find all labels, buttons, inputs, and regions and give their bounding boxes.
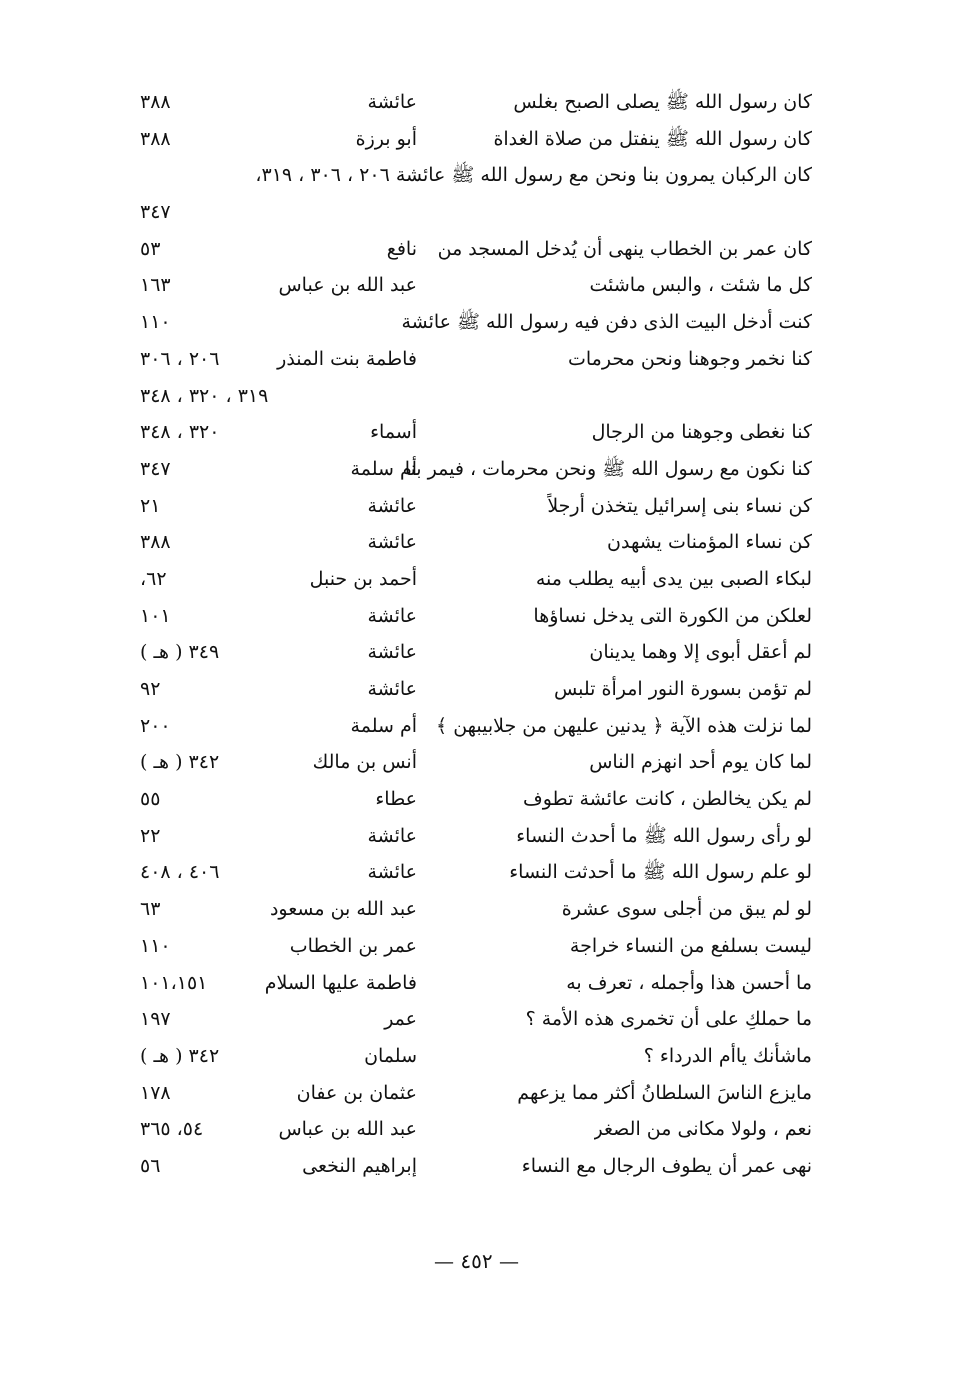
narrator: فاطمة عليها السلام bbox=[264, 971, 417, 994]
hadith-text: لم يكن يخالطن ، كانت عائشة تطوف bbox=[523, 788, 812, 811]
hadith-text: لم تؤمن بسورة النور امرأة تلبس bbox=[553, 678, 812, 700]
index-row bbox=[140, 341, 812, 378]
index-row bbox=[140, 561, 812, 598]
narrator: أبو برزة bbox=[355, 127, 417, 150]
page-refs: ٦٢، bbox=[140, 567, 167, 590]
narrator: عائشة bbox=[367, 641, 417, 664]
index-row bbox=[140, 267, 812, 304]
page-refs: ٢١ bbox=[140, 494, 161, 517]
hadith-text: لو رأى رسول الله ﷺ ما أحدث النساء bbox=[516, 824, 812, 847]
hadith-text: لو علم رسول الله ﷺ ما أحدثت النساء bbox=[509, 861, 812, 884]
index-row-continuation bbox=[140, 378, 812, 415]
hadith-text: كنت أدخل البيت الذى دفن فيه رسول الله ﷺ عائشة bbox=[401, 311, 812, 334]
page-refs: ٣٤٧ bbox=[140, 201, 171, 224]
narrator: عائشة bbox=[367, 531, 417, 554]
narrator: أحمد بن حنبل bbox=[309, 567, 417, 590]
narrator: نافع bbox=[386, 237, 417, 260]
page-refs: ٥٤، ٣٦٥ bbox=[140, 1118, 204, 1141]
index-row bbox=[140, 781, 812, 818]
hadith-text: لم أعقل أبوى إلا وهما يدينان bbox=[589, 641, 812, 664]
index-row bbox=[140, 304, 812, 341]
hadith-text: نهى عمر أن يطوف الرجال مع النساء bbox=[521, 1154, 812, 1177]
hadith-text: لما نزلت هذه الآية ﴿ يدنين عليهن من جلابيبهن ﴾ bbox=[436, 714, 812, 737]
index-row bbox=[140, 488, 812, 525]
index-row bbox=[140, 157, 812, 194]
hadith-text: كان عمر بن الخطاب ينهى أن يُدخل المسجد من bbox=[437, 237, 812, 260]
page-refs: ٣١٩ ، ٣٢٠ ، ٣٤٨ bbox=[140, 384, 269, 407]
index-row bbox=[140, 84, 812, 121]
page-refs: ٣٤٢ ( هـ ) bbox=[140, 1044, 220, 1067]
page-refs: ١٩٧ bbox=[140, 1008, 171, 1031]
hadith-text: لبكاء الصبى بين يدى أبيه يطلب منه bbox=[535, 567, 812, 590]
index-row bbox=[140, 634, 812, 671]
hadith-text: كان الركبان يمرون بنا ونحن مع رسول الله ﷺ عائشة ٢٠٦ ، ٣٠٦ ، ٣١٩، bbox=[255, 164, 812, 187]
hadith-text: لو لم يبق من أجلى سوى عشرة bbox=[561, 898, 812, 921]
index-row bbox=[140, 414, 812, 451]
page-refs: ١٧٨ bbox=[140, 1081, 171, 1104]
page-refs: ٣٤٢ ( هـ ) bbox=[140, 751, 220, 774]
hadith-text: ماشأنك ياأم الدرداء ؟ bbox=[643, 1044, 812, 1067]
hadith-text: كن نساء بنى إسرائيل يتخذن أرجلاً bbox=[547, 494, 812, 517]
index-row bbox=[140, 1001, 812, 1038]
index-row bbox=[140, 1075, 812, 1112]
page-refs: ١١٠ bbox=[140, 934, 171, 957]
index-row bbox=[140, 965, 812, 1002]
hadith-text: كان رسول الله ﷺ ينفتل من صلاة الغداة bbox=[493, 127, 812, 150]
page-refs: ٥٣ bbox=[140, 237, 161, 260]
page-refs: ٩٢ bbox=[140, 678, 161, 700]
hadith-text: نعم ، ولولا مكانى من الصغر bbox=[593, 1118, 812, 1141]
page-refs: ٣٨٨ bbox=[140, 531, 171, 554]
hadith-text: كنا نخمر وجوهنا ونحن محرمات bbox=[568, 347, 812, 370]
hadith-text: كن نساء المؤمنات يشهدن bbox=[607, 531, 812, 554]
page-refs: ١١٠ bbox=[140, 311, 171, 334]
page-refs: ٥٦ bbox=[140, 1154, 161, 1177]
narrator: عائشة bbox=[367, 91, 417, 113]
index-row bbox=[140, 671, 812, 708]
page-refs: ٢٢ bbox=[140, 824, 161, 847]
narrator: عمر bbox=[384, 1008, 417, 1031]
index-row bbox=[140, 818, 812, 855]
page-number: — ٤٥٢ — bbox=[434, 1249, 519, 1273]
narrator: عبد الله بن عباس bbox=[278, 274, 417, 297]
narrator: عائشة bbox=[367, 678, 417, 700]
hadith-text: كان رسول الله ﷺ يصلى الصبح بغلس bbox=[513, 91, 812, 113]
index-row bbox=[140, 1148, 812, 1185]
hadith-index-list bbox=[140, 84, 812, 1185]
narrator: عبد الله بن مسعود bbox=[269, 898, 417, 921]
narrator: عثمان بن عفان bbox=[296, 1081, 417, 1104]
narrator: عائشة bbox=[367, 861, 417, 884]
index-row-continuation bbox=[140, 194, 812, 231]
page-refs: ٣٢٠ ، ٣٤٨ bbox=[140, 421, 220, 444]
hadith-text: ما حملكِ على أن تخمرى هذه الأمة ؟ bbox=[525, 1008, 812, 1031]
narrator: إبراهيم النخعى bbox=[302, 1154, 417, 1177]
index-row bbox=[140, 854, 812, 891]
hadith-text: ما أحسن هذا وأجمله ، تعرف به bbox=[566, 971, 812, 994]
narrator: عائشة bbox=[367, 494, 417, 517]
page-refs: ٣٤٧ bbox=[140, 457, 171, 480]
index-row bbox=[140, 928, 812, 965]
narrator: أسماء bbox=[370, 421, 417, 444]
page-refs: ٢٠٦ ، ٣٠٦ bbox=[140, 347, 220, 370]
page-refs: ٣٨٨ bbox=[140, 127, 171, 150]
hadith-text: لما كان يوم أحد انهزم الناس bbox=[589, 751, 812, 774]
index-row bbox=[140, 231, 812, 268]
page-refs: ٢٠٠ bbox=[140, 714, 171, 737]
hadith-text: كنا نكون مع رسول الله ﷺ ونحن محرمات ، فيمر بنا bbox=[404, 457, 812, 480]
narrator: عطاء bbox=[375, 788, 417, 811]
page-refs: ١٠١،١٥١ bbox=[140, 971, 208, 994]
page-refs: ١٦٣ bbox=[140, 274, 171, 297]
page-refs: ٥٥ bbox=[140, 788, 161, 811]
hadith-text: لعلكن من الكورة التى يدخل نساؤها bbox=[533, 604, 812, 627]
hadith-text: مايزع الناسَ السلطانُ أكثر مما يزعهم bbox=[517, 1081, 812, 1104]
index-row bbox=[140, 598, 812, 635]
page-refs: ٣٤٩ ( هـ ) bbox=[140, 641, 220, 664]
page-refs: ١٠١ bbox=[140, 604, 171, 627]
narrator: عائشة bbox=[367, 604, 417, 627]
hadith-text: كنا نغطى وجوهنا من الرجال bbox=[591, 421, 812, 444]
index-row bbox=[140, 891, 812, 928]
narrator: عمر بن الخطاب bbox=[289, 934, 417, 957]
narrator: سلمان bbox=[364, 1044, 417, 1067]
narrator: عبد الله بن عباس bbox=[278, 1118, 417, 1141]
index-row bbox=[140, 708, 812, 745]
page-refs: ٣٨٨ bbox=[140, 91, 171, 113]
index-row bbox=[140, 1111, 812, 1148]
index-row bbox=[140, 744, 812, 781]
index-row bbox=[140, 524, 812, 561]
narrator: عائشة bbox=[367, 824, 417, 847]
narrator: فاطمة بنت المنذر bbox=[277, 347, 417, 370]
hadith-text: كل ما شئت ، والبس ماشئت bbox=[589, 274, 812, 297]
hadith-text: ليست بسلفع من النساء خراجة bbox=[569, 934, 812, 957]
index-row bbox=[140, 451, 812, 488]
narrator: أم سلمة bbox=[350, 457, 417, 480]
index-row bbox=[140, 1038, 812, 1075]
page-refs: ٤٠٦ ، ٤٠٨ bbox=[140, 861, 220, 884]
page-refs: ٦٣ bbox=[140, 898, 161, 921]
index-row bbox=[140, 121, 812, 158]
narrator: أم سلمة bbox=[350, 714, 417, 737]
narrator: أنس بن مالك bbox=[312, 751, 417, 774]
